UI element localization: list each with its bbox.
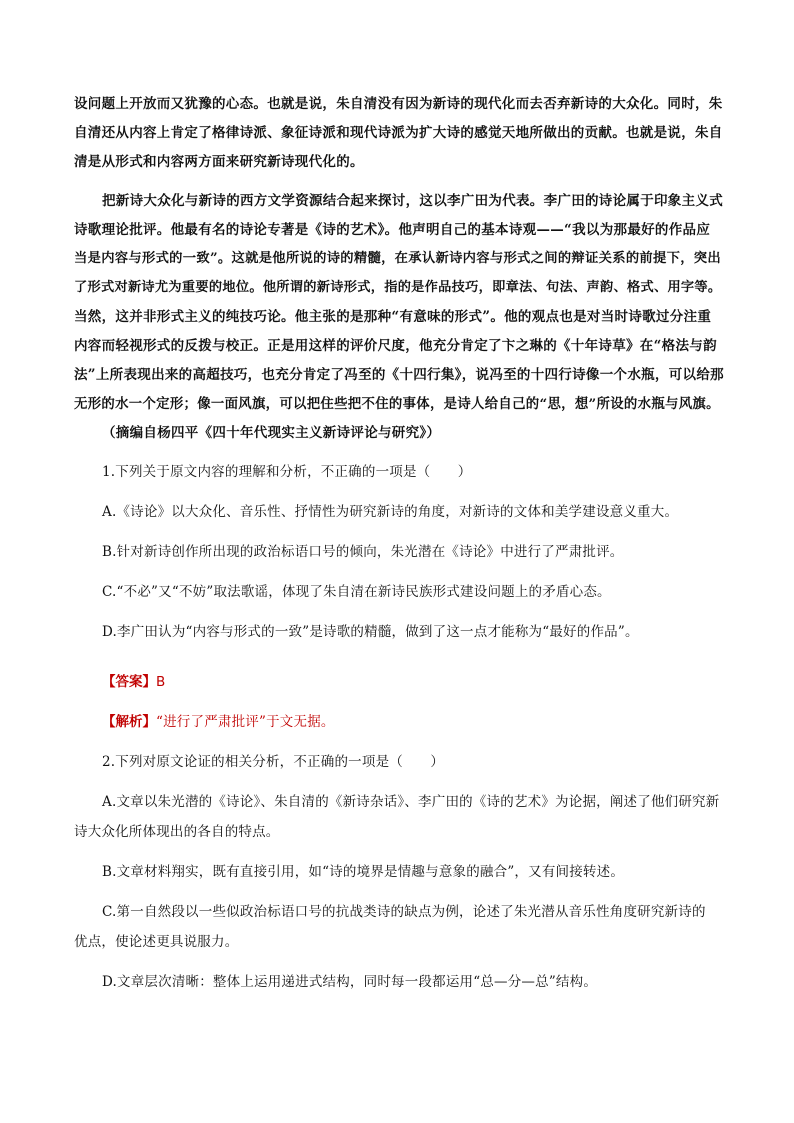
- q2-option-a-line2: 诗大众化所体现出的各自的特点。: [74, 824, 280, 840]
- q1-answer: [102, 673, 165, 691]
- passage-p1-line2: 自清还从内容上肯定了格律诗派、象征诗派和现代诗派为扩大诗的感觉天地所做出的贡献。也就是说，朱自: [74, 125, 723, 141]
- q1-option-c: C.“不必”又“不妨”取法歌谣，体现了朱自清在新诗民族形式建设问题上的矛盾心态。: [102, 584, 611, 600]
- analysis-label: 【解析】: [102, 714, 156, 730]
- passage-source: （摘编自杨四平《四十年代现实主义新诗评论与研究》）: [102, 425, 441, 441]
- q2-option-c-line2: 优点，使论述更具说服力。: [74, 934, 239, 950]
- passage-p2-line2: 诗歌理论批评。他最有名的诗论专著是《诗的艺术》。他声明自己的基本诗观——“我以为那最好的作品应: [74, 222, 711, 238]
- passage-p2-line3: 当是内容与形式的一致”。这就是他所说的诗的精髓，在承认新诗内容与形式之间的辩证关系的前提下，突出: [74, 251, 721, 266]
- passage-p2-line1: 把新诗大众化与新诗的西方文学资源结合起来探讨，这以李广田为代表。李广田的诗论属于印象主义式: [102, 193, 723, 209]
- passage-p1-line1: 设问题上开放而又犹豫的心态。也就是说，朱自清没有因为新诗的现代化而去否弃新诗的大众化。同时，朱: [74, 96, 723, 112]
- answer-label: 【答案】: [102, 674, 156, 690]
- passage-p1-line3: 清是从形式和内容两方面来研究新诗现代化的。: [74, 154, 364, 170]
- analysis-text: “进行了严肃批评”于文无据。: [156, 714, 335, 730]
- q1-option-b: B.针对新诗创作所出现的政治标语口号的倾向，朱光潜在《诗论》中进行了严肃批评。: [102, 544, 624, 560]
- q2-stem: 2.下列对原文论证的相关分析，不正确的一项是（ ）: [102, 754, 445, 770]
- passage-p2-line7: 法”上所表现出来的高超技巧，也充分肯定了冯至的《十四行集》，说冯至的十四行诗像一个水瓶，可以给那: [74, 367, 724, 383]
- q1-option-d: D.李广田认为“内容与形式的一致”是诗歌的精髓，做到了这一点才能称为“最好的作品”。: [102, 624, 639, 640]
- q1-analysis: [102, 713, 335, 731]
- q2-option-c-line1: C.第一自然段以一些似政治标语口号的抗战类诗的缺点为例，论述了朱光潜从音乐性角度研究新诗的: [102, 904, 706, 920]
- q1-stem: 1.下列关于原文内容的理解和分析，不正确的一项是（ ）: [102, 464, 472, 480]
- q2-option-d: D.文章层次清晰：整体上运用递进式结构，同时每一段都运用“总—分—总”结构。: [102, 974, 598, 990]
- q1-option-a: A.《诗论》以大众化、音乐性、抒情性为研究新诗的角度，对新诗的文体和美学建设意义重大。: [102, 504, 679, 520]
- passage-p2-line5: 当然，这并非形式主义的纯技巧论。他主张的是那种“有意味的形式”。他的观点也是对当时诗歌过分注重: [74, 309, 712, 325]
- passage-p2-line6: 内容而轻视形式的反拨与校正。正是用这样的评价尺度，他充分肯定了卞之琳的《十年诗草》在“格法与韵: [74, 338, 717, 354]
- passage-p2-line8: 无形的水一个定形；像一面风旗，可以把住些把不住的事体，是诗人给自己的“思，想”所设的水瓶与风旗。: [74, 396, 720, 412]
- q2-option-a-line1: A.文章以朱光潜的《诗论》、朱自清的《新诗杂话》、李广田的《诗的艺术》为论据，阐述了他们研究新: [102, 794, 720, 810]
- passage-p2-line4: 了形式对新诗尤为重要的地位。他所谓的新诗形式，指的是作品技巧，即章法、句法、声韵、格式、用字等。: [74, 280, 722, 295]
- q2-option-b: B.文章材料翔实，既有直接引用，如“诗的境界是情趣与意象的融合”，又有间接转述。: [102, 864, 625, 880]
- answer-value: B: [156, 674, 166, 690]
